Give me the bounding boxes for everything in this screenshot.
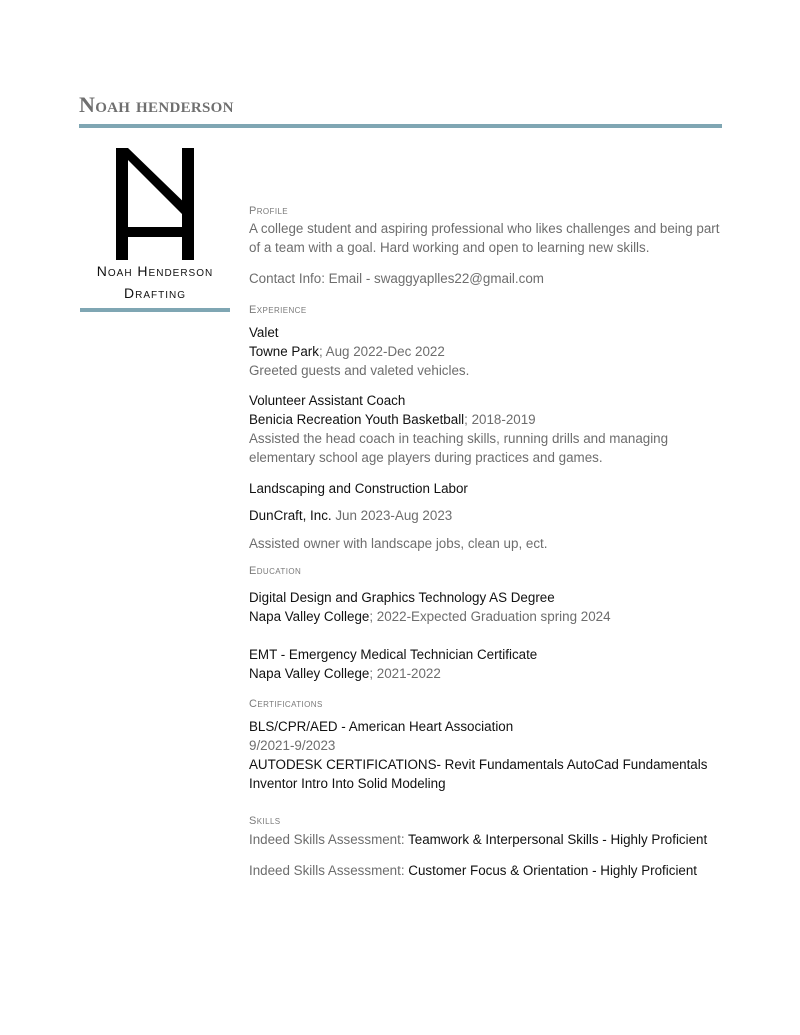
- education-dates: ; 2021-2022: [369, 666, 441, 681]
- skill-label: Indeed Skills Assessment:: [249, 832, 409, 847]
- certification-name: BLS/CPR/AED - American Heart Association: [249, 719, 514, 734]
- skill-item: [249, 861, 697, 880]
- job-title: Volunteer Assistant Coach: [249, 393, 406, 408]
- section-heading-education: Education: [249, 565, 302, 577]
- logo-crossbar: [116, 227, 194, 237]
- logo-name-text: Noah Henderson: [96, 263, 214, 279]
- profile-text-line-1: A college student and aspiring professional who likes challenges and being part: [249, 221, 720, 236]
- job-description: elementary school age players during practices and games.: [249, 450, 603, 465]
- job-title: Valet: [249, 325, 279, 340]
- job-employer: Benicia Recreation Youth Basketball: [249, 412, 465, 427]
- header-divider: [79, 124, 722, 128]
- section-heading-profile: Profile: [249, 205, 289, 217]
- education-dates: ; 2022-Expected Graduation spring 2024: [369, 609, 611, 624]
- resume-name-title: Noah henderson: [79, 92, 234, 117]
- section-heading-skills: Skills: [249, 815, 281, 827]
- job-dates: ; Aug 2022-Dec 2022: [318, 344, 445, 359]
- education-school-line: [249, 607, 611, 626]
- logo-subtitle-text: Drafting: [124, 285, 186, 301]
- education-school: Napa Valley College: [249, 666, 370, 681]
- skill-value: Teamwork & Interpersonal Skills - Highly Proficient: [408, 832, 708, 847]
- job-employer: DunCraft, Inc.: [249, 508, 332, 523]
- profile-text-line-2: of a team with a goal. Hard working and open to learning new skills.: [249, 240, 650, 255]
- job-title: Landscaping and Construction Labor: [249, 481, 468, 496]
- education-degree: Digital Design and Graphics Technology AS Degree: [249, 590, 555, 605]
- certification-dates: 9/2021-9/2023: [249, 738, 336, 753]
- job-employer-line: [249, 506, 452, 525]
- certification-name-continued: Inventor Intro Into Solid Modeling: [249, 776, 446, 791]
- education-school: Napa Valley College: [249, 609, 370, 624]
- job-dates: ; 2018-2019: [464, 412, 536, 427]
- logo-left-stem: [116, 148, 128, 260]
- skill-label: Indeed Skills Assessment:: [249, 863, 409, 878]
- section-heading-experience: Experience: [249, 304, 307, 316]
- education-degree: EMT - Emergency Medical Technician Certificate: [249, 647, 538, 662]
- job-description: Greeted guests and valeted vehicles.: [249, 363, 470, 378]
- certification-name: AUTODESK CERTIFICATIONS- Revit Fundamentals AutoCad Fundamentals: [249, 757, 708, 772]
- job-employer: Towne Park: [249, 344, 319, 359]
- job-employer-line: [249, 410, 536, 429]
- skill-item: [249, 830, 707, 849]
- job-dates: Jun 2023-Aug 2023: [331, 508, 453, 523]
- job-description: Assisted owner with landscape jobs, clean up, ect.: [249, 536, 548, 551]
- education-school-line: [249, 664, 441, 683]
- job-description: Assisted the head coach in teaching skills, running drills and managing: [249, 431, 669, 446]
- job-employer-line: [249, 342, 445, 361]
- skill-value: Customer Focus & Orientation - Highly Proficient: [408, 863, 698, 878]
- sidebar-divider: [80, 308, 230, 312]
- contact-info: Contact Info: Email - swaggyaplles22@gmail.com: [249, 271, 544, 286]
- section-heading-certifications: Certifications: [249, 698, 323, 710]
- nh-monogram-logo-icon: [113, 148, 195, 260]
